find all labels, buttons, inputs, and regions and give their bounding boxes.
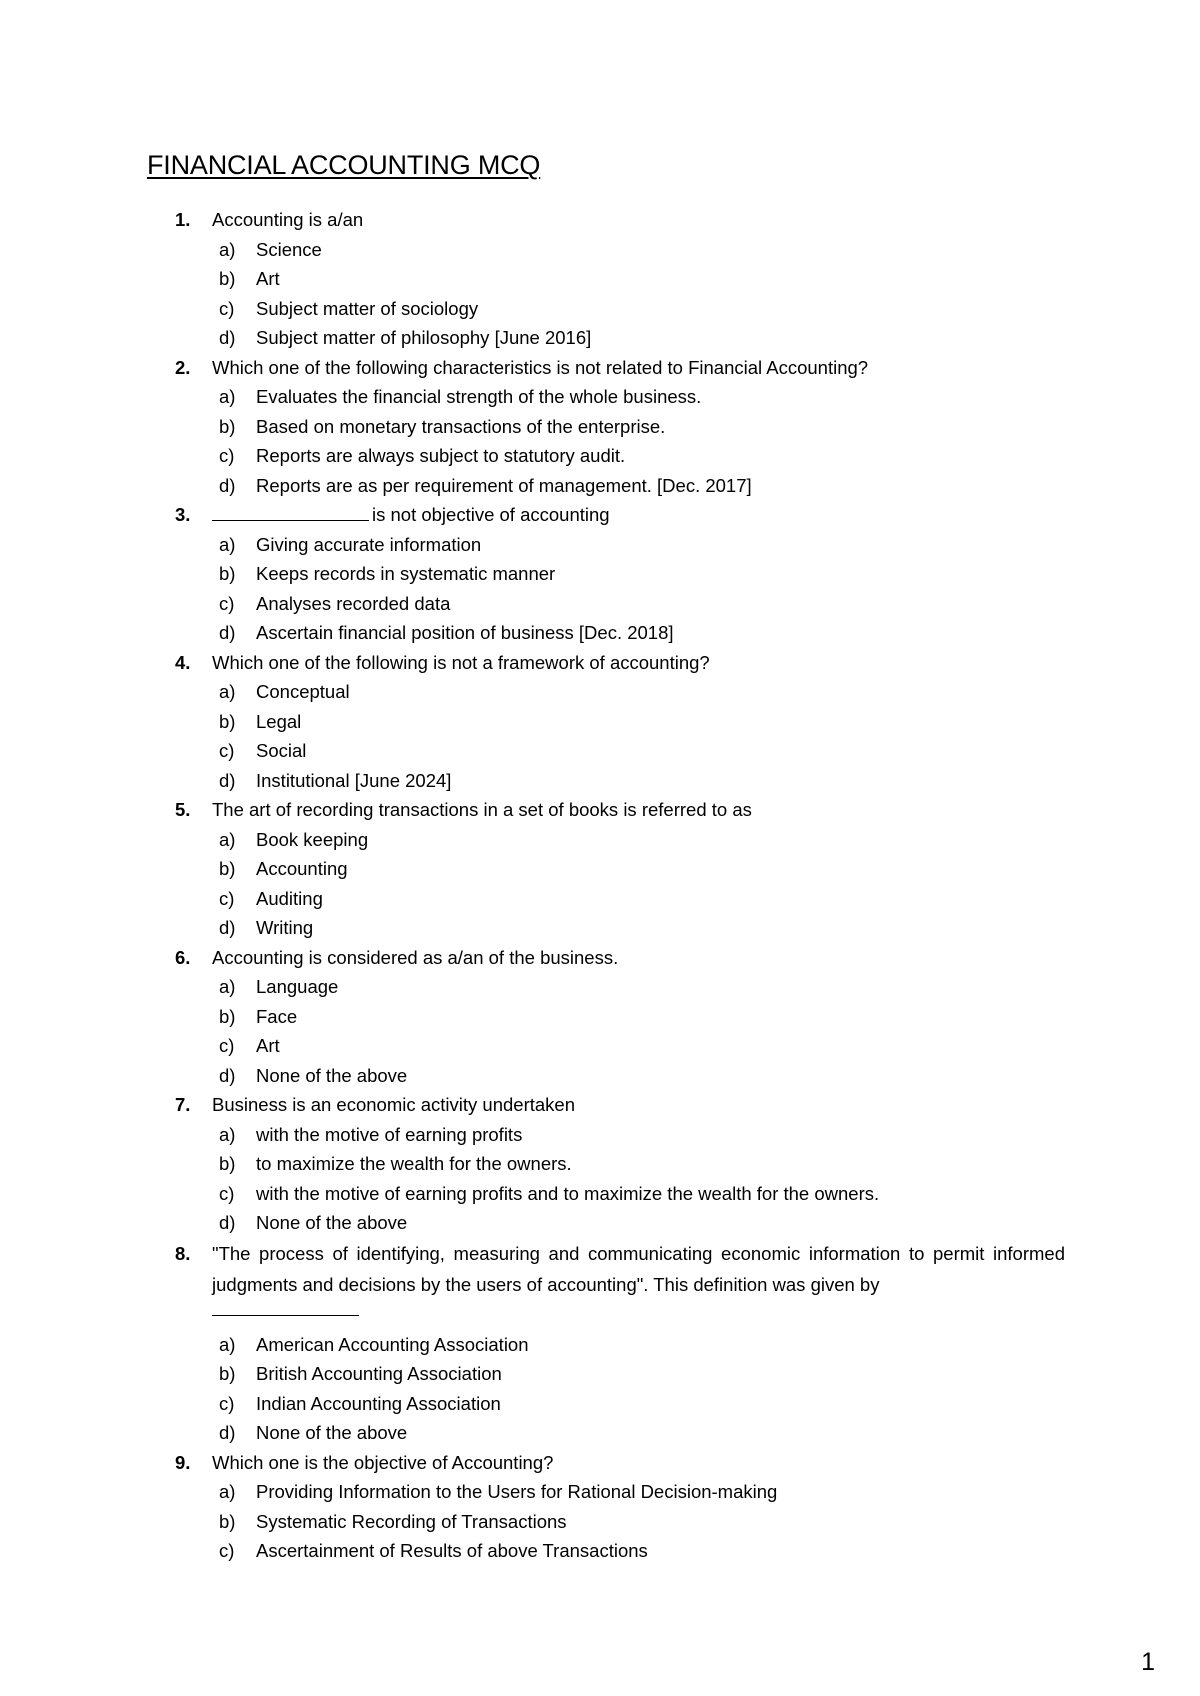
option-letter: a)	[219, 386, 236, 407]
option-text: Systematic Recording of Transactions	[256, 1510, 567, 1532]
option-letter: d)	[219, 622, 236, 643]
option-letter: c)	[219, 740, 235, 761]
option	[0, 736, 1200, 766]
option	[0, 1149, 1200, 1179]
option-text: Conceptual	[256, 681, 350, 702]
option-text: Institutional [June 2024]	[256, 769, 452, 791]
question-9	[0, 1448, 1200, 1566]
option	[0, 294, 1200, 324]
option-letter: b)	[219, 1005, 236, 1027]
option	[0, 382, 1200, 412]
question-number: 9.	[175, 1451, 191, 1473]
option-letter: c)	[219, 445, 235, 466]
option	[0, 1330, 1200, 1360]
option-text: Keeps records in systematic manner	[256, 563, 556, 584]
question-stem	[0, 353, 1200, 383]
option-letter: a)	[219, 1123, 236, 1145]
option-text: Subject matter of philosophy [June 2016]	[256, 327, 592, 348]
question-number: 2.	[175, 356, 191, 378]
option-text: Legal	[256, 710, 302, 732]
option-text: Accounting	[256, 858, 348, 879]
option-text: British Accounting Association	[256, 1363, 502, 1384]
option	[0, 1359, 1200, 1389]
option	[0, 530, 1200, 560]
question-stem	[0, 1448, 1200, 1478]
option-text: Science	[256, 238, 322, 260]
option-text: Book keeping	[256, 828, 369, 850]
option-text: Giving accurate information	[256, 533, 482, 555]
option-letter: c)	[219, 1035, 235, 1056]
option-text: with the motive of earning profits	[256, 1123, 523, 1145]
question-6	[0, 943, 1200, 1091]
option-text: Analyses recorded data	[256, 592, 451, 614]
option-letter: d)	[219, 1422, 236, 1443]
option-letter: b)	[219, 710, 236, 732]
option-text: Language	[256, 976, 339, 997]
option	[0, 412, 1200, 442]
question-text: Accounting is considered as a/an of the business.	[212, 946, 619, 968]
option-letter: b)	[219, 858, 236, 879]
question-text: Business is an economic activity undertaken	[212, 1094, 575, 1115]
question-text: The art of recording transactions in a set of books is referred to as	[212, 799, 752, 820]
question-stem	[0, 500, 1200, 530]
option-text: Auditing	[256, 887, 323, 909]
option	[0, 1208, 1200, 1238]
question-7	[0, 1090, 1200, 1238]
option	[0, 618, 1200, 648]
option	[0, 972, 1200, 1002]
option-letter: c)	[219, 887, 235, 909]
question-text: is not objective of accounting	[372, 504, 610, 525]
option-text: Writing	[256, 917, 314, 938]
option-letter: d)	[219, 327, 236, 348]
option-text: None of the above	[256, 1212, 408, 1233]
option-letter: c)	[219, 1540, 235, 1561]
option	[0, 1120, 1200, 1150]
option	[0, 323, 1200, 353]
question-5	[0, 795, 1200, 943]
question-text: Accounting is a/an	[212, 209, 364, 230]
option	[0, 825, 1200, 855]
option-text: Reports are always subject to statutory audit.	[256, 445, 626, 466]
option	[0, 1061, 1200, 1091]
document-title: FINANCIAL ACCOUNTING MCQ	[147, 150, 541, 180]
option-letter: a)	[219, 238, 236, 260]
option	[0, 1179, 1200, 1209]
question-number: 1.	[175, 209, 191, 230]
question-number: 5.	[175, 799, 191, 820]
option-letter: d)	[219, 917, 236, 938]
option-letter: b)	[219, 1153, 236, 1174]
option-letter: c)	[219, 1392, 235, 1414]
option-text: Subject matter of sociology	[256, 297, 479, 319]
option-text: None of the above	[256, 1064, 408, 1086]
question-text: "The process of identifying, measuring and communicating economic information to permit informed judgments and decisions by the users of accounting". This definition was given by	[212, 1242, 1065, 1295]
option	[0, 1507, 1200, 1537]
question-stem	[175, 1238, 1065, 1300]
option-letter: c)	[219, 297, 235, 319]
question-stem	[0, 648, 1200, 678]
question-text: Which one of the following characteristics is not related to Financial Accounting?	[212, 356, 869, 378]
option-letter: b)	[219, 1510, 236, 1532]
option-text: None of the above	[256, 1422, 408, 1443]
question-stem	[0, 795, 1200, 825]
fill-in-blank	[212, 1314, 359, 1316]
question-number: 4.	[175, 651, 191, 673]
option-text: Reports are as per requirement of management. [Dec. 2017]	[256, 474, 752, 496]
option	[0, 559, 1200, 589]
option-text: to maximize the wealth for the owners.	[256, 1153, 572, 1174]
option-letter: d)	[219, 1212, 236, 1233]
option-text: Art	[256, 1035, 280, 1056]
question-list	[0, 205, 1200, 1566]
question-3	[0, 500, 1200, 648]
option	[0, 235, 1200, 265]
option	[0, 1418, 1200, 1448]
option-text: American Accounting Association	[256, 1333, 529, 1355]
option-text: Based on monetary transactions of the enterprise.	[256, 415, 666, 437]
option	[0, 1031, 1200, 1061]
option-letter: a)	[219, 533, 236, 555]
option-text: Face	[256, 1005, 298, 1027]
question-stem	[0, 1090, 1200, 1120]
question-2	[0, 353, 1200, 501]
option	[0, 913, 1200, 943]
option-letter: a)	[219, 828, 236, 850]
question-stem	[0, 205, 1200, 235]
question-stem	[0, 943, 1200, 973]
option-letter: d)	[219, 1064, 236, 1086]
option-text: Social	[256, 740, 307, 761]
option-letter: d)	[219, 769, 236, 791]
option-letter: b)	[219, 1363, 236, 1384]
option	[0, 1536, 1200, 1566]
fill-in-blank	[212, 502, 369, 521]
option-letter: a)	[219, 1481, 236, 1502]
question-1	[0, 205, 1200, 353]
option-text: Ascertainment of Results of above Transactions	[256, 1540, 648, 1561]
option-letter: d)	[219, 474, 236, 496]
option	[0, 1389, 1200, 1419]
option	[0, 884, 1200, 914]
option-letter: a)	[219, 976, 236, 997]
option	[0, 677, 1200, 707]
question-number: 7.	[175, 1094, 191, 1115]
question-number: 6.	[175, 946, 191, 968]
option	[0, 471, 1200, 501]
option-text: Ascertain financial position of business [Dec. 2018]	[256, 622, 674, 643]
question-8	[0, 1238, 1200, 1448]
option-text: Indian Accounting Association	[256, 1392, 501, 1414]
option-text: Evaluates the financial strength of the whole business.	[256, 386, 702, 407]
option-text: Providing Information to the Users for Rational Decision-making	[256, 1481, 778, 1502]
option-letter: b)	[219, 415, 236, 437]
option-letter: b)	[219, 268, 236, 289]
question-number: 8.	[175, 1242, 191, 1264]
option	[0, 854, 1200, 884]
option-text: Art	[256, 268, 280, 289]
option	[0, 589, 1200, 619]
page-number: 1	[1141, 1648, 1155, 1676]
option-letter: b)	[219, 563, 236, 584]
option-letter: a)	[219, 1333, 236, 1355]
option-text: with the motive of earning profits and to maximize the wealth for the owners.	[256, 1182, 880, 1204]
option-letter: a)	[219, 681, 236, 702]
option	[0, 707, 1200, 737]
question-4	[0, 648, 1200, 796]
option	[0, 766, 1200, 796]
option	[0, 441, 1200, 471]
question-text: Which one is the objective of Accounting?	[212, 1451, 554, 1473]
option	[0, 264, 1200, 294]
option	[0, 1002, 1200, 1032]
question-text: Which one of the following is not a framework of accounting?	[212, 651, 710, 673]
option	[0, 1477, 1200, 1507]
question-number: 3.	[175, 504, 191, 525]
option-letter: c)	[219, 592, 235, 614]
option-letter: c)	[219, 1182, 235, 1204]
